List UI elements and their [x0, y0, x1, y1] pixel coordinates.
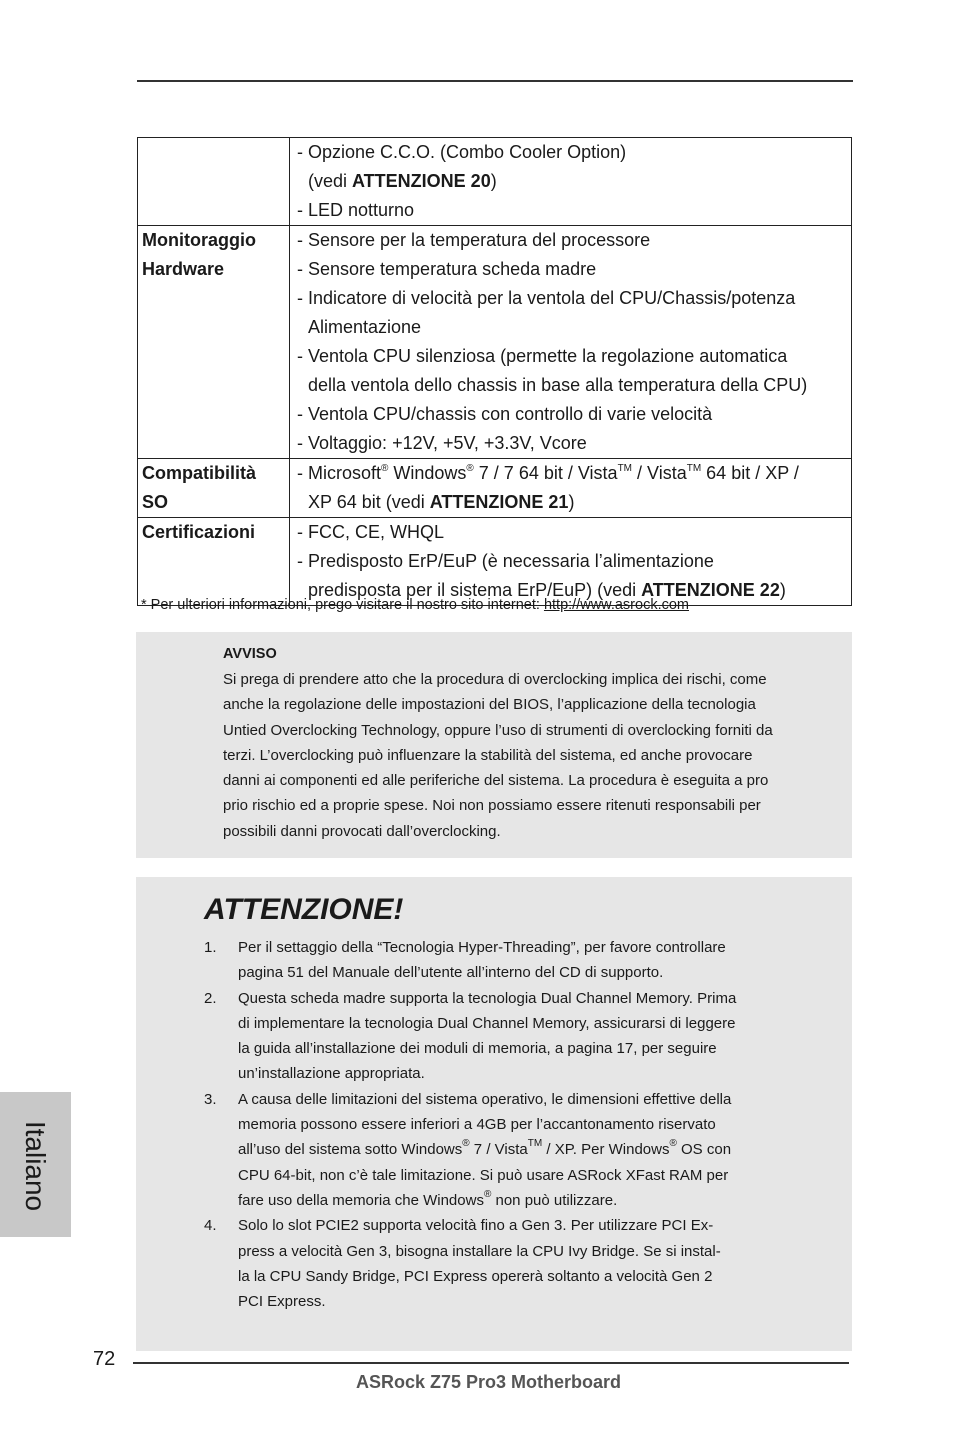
- spec-line: - Predisposto ErP/EuP (è necessaria l’alimentazione: [297, 551, 714, 571]
- spec-line: - Ventola CPU/chassis con controllo di varie velocità: [297, 404, 713, 424]
- spec-label: Monitoraggio Hardware: [138, 226, 290, 459]
- list-item: 1. Per il settaggio della “Tecnologia Hyper-Threading”, per favore controllare pagina 51 del Manuale dell’utente all’interno del CD di supporto.: [204, 939, 726, 982]
- list-item: 4. Solo lo slot PCIE2 supporta velocità fino a Gen 3. Per utilizzare PCI Ex- press a velocità Gen 3, bisogna installare la CPU Ivy Bridge. Se si instal- la la CPU Sandy Bridge, PCI Express opererà soltanto a velocità Gen 2 PCI Express.: [204, 1217, 721, 1311]
- spec-line: della ventola dello chassis in base alla temperatura della CPU): [308, 375, 808, 395]
- spec-value: [290, 226, 852, 459]
- spec-label: Certificazioni: [138, 518, 290, 606]
- spec-line: - Opzione C.C.O. (Combo Cooler Option): [297, 142, 627, 162]
- spec-line: (vedi ATTENZIONE 20): [308, 171, 497, 191]
- spec-line: - FCC, CE, WHQL: [297, 522, 444, 542]
- spec-line: - Sensore per la temperatura del processore: [297, 230, 651, 250]
- spec-line: - Voltaggio: +12V, +5V, +3.3V, Vcore: [297, 433, 587, 453]
- attenzione-box: [136, 877, 852, 1351]
- page-number: 72: [93, 1348, 116, 1370]
- spec-row-hardware-monitor: [138, 226, 852, 459]
- website-link[interactable]: http://www.asrock.com: [543, 597, 689, 613]
- spec-line: - Ventola CPU silenziosa (permette la regolazione automatica: [297, 346, 788, 366]
- footnote: * Per ulteriori informazioni, prego visitare il nostro sito internet: http://www.asrock.com: [141, 597, 689, 613]
- spec-value: [290, 138, 852, 226]
- footer-title: ASRock Z75 Pro3 Motherboard: [356, 1372, 622, 1392]
- avviso-text: Si prega di prendere atto che la procedura di overclocking implica dei rischi, come anche la regolazione delle impostazioni del BIOS, l’applicazione della tecnologia Untied Overclocking Technology, oppure l’uso di strumenti di overclocking forniti da terzi. L’overclocking può influenzare la stabilità del sistema, ed anche provocare danni ai componenti ed alle periferiche del sistema. La procedura è eseguita a pro prio rischio ed a proprie spese. Noi non possiamo essere ritenuti responsabili per possibili danni provocati dall’overclocking.: [223, 671, 773, 840]
- spec-line: - Indicatore di velocità per la ventola del CPU/Chassis/potenza: [297, 288, 796, 308]
- spec-value: [290, 518, 852, 606]
- spec-table: [137, 137, 852, 606]
- top-rule: [137, 80, 853, 82]
- avviso-title: AVVISO: [223, 646, 277, 662]
- spec-value: [290, 459, 852, 518]
- spec-row-certifications: [138, 518, 852, 606]
- avviso-box: [136, 632, 852, 858]
- list-item: 3. A causa delle limitazioni del sistema operativo, le dimensioni effettive della memoria possono essere inferiori a 4GB per l’accantonamento riservato all’uso del sistema sotto Windows® 7 / Vista™ / XP. Per Windows® OS con CPU 64-bit, non c’è tale limitazione. Si può usare ASRock XFast RAM per fare uso della memoria che Windows® non può utilizzare.: [204, 1090, 732, 1209]
- list-item: 2. Questa scheda madre supporta la tecnologia Dual Channel Memory. Prima di implementare la tecnologia Dual Channel Memory, assicurarsi di leggere la guida all’installazione dei moduli di memoria, a pagina 17, per seguire un’installazione appropriata.: [204, 989, 737, 1083]
- spec-line: predisposta per il sistema ErP/EuP) (vedi ATTENZIONE 22): [308, 580, 786, 600]
- bottom-rule: [133, 1362, 849, 1364]
- spec-line: Alimentazione: [308, 317, 422, 337]
- spec-label-empty: [138, 138, 290, 226]
- spec-line: - Sensore temperatura scheda madre: [297, 259, 597, 279]
- spec-row-cco: [138, 138, 852, 226]
- attenzione-list: [204, 935, 736, 1314]
- spec-label: Compatibilità SO: [138, 459, 290, 518]
- spec-line: - Microsoft® Windows® 7 / 7 64 bit / Vista™ / Vista™ 64 bit / XP /: [297, 463, 799, 483]
- attenzione-title: ATTENZIONE!: [204, 893, 404, 926]
- spec-row-os-compat: [138, 459, 852, 518]
- spec-line: - LED notturno: [297, 200, 415, 220]
- spec-line: XP 64 bit (vedi ATTENZIONE 21): [308, 492, 575, 512]
